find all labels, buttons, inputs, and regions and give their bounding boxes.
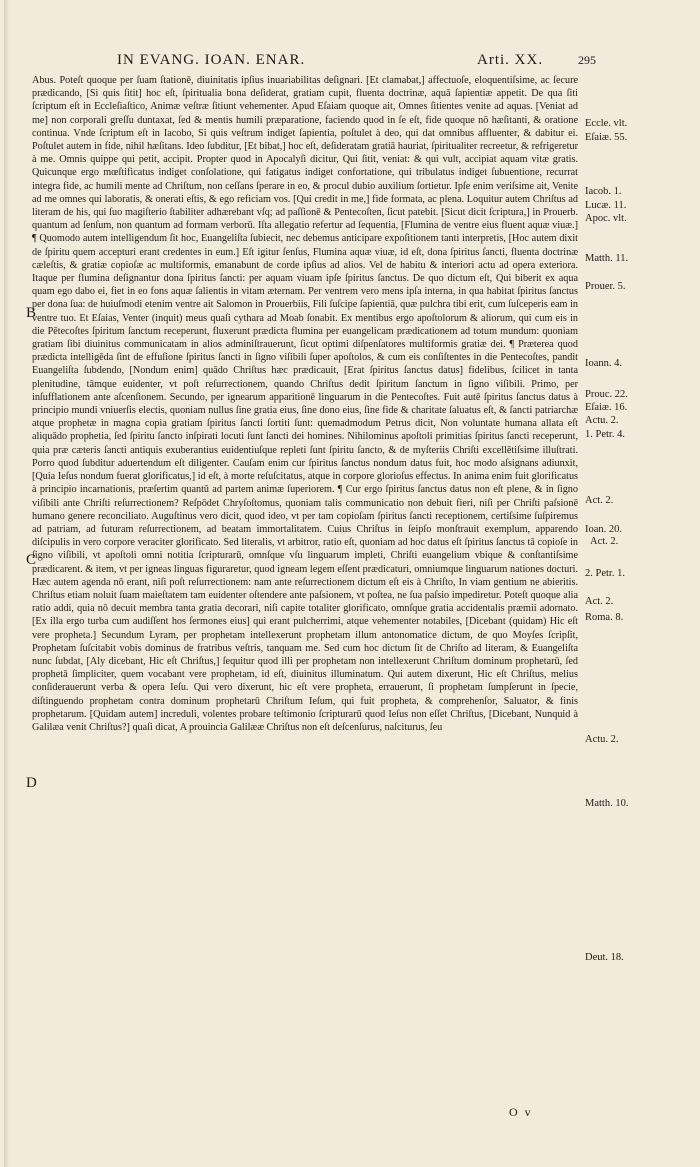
page-number: 295 bbox=[578, 53, 596, 67]
margin-ref: Ioan. 20. bbox=[585, 524, 623, 535]
section-letter-d: D bbox=[26, 775, 37, 791]
body-paragraph: Abus. Poteſt quoque per ſuam ſtationē, diuinitatis ipſius inuariabilitas deſignari. [Et clamabat,] affectuoſe, eloquentiſsime, ac ſecure prædicando, [Si quis ſitit] hoc eſt, ſpiritualia bona deſiderat, gratiam cupit, fluenta doctrinæ, aquā ſapientiæ appetit. De qua ſiti ſcriptum eſt in Eccleſiaſtico, Animæ veſtræ ſitiunt vehementer. Apud Eſaiam quoque ait, Omnes ſitientes venite ad aquas. [Veniat ad me] non corporali greſſu duntaxat, ſed & mentis humili præparatione, faciendo quod in ſe eſt, fide quoque nō hæſitanti, & oratione continua. Vnde ſcriptum eſt in Iacobo, Si quis veſtrum indiget ſapientia, poſtulet à deo, qui dat omnibus affluenter, & dabitur ei. Poſtulet autem in fide, nihil hæſitans. Ideo ſubditur, [Et bibat,] hoc eſt, deſideratam gratiā hauriat, ſpiritualiter recreetur, & refrigeretur à me. Omnis quippe qui petit, accipit. Propter quod in Apocalyſi dicitur, Qui ſitit, veniat: & qui vult, accipiat aquam vitæ gratis. Quicunque ergo mœſtificatus indiget conſolatione, qui fatigatus indiget confortatione, qui tribulatus indiget ſubuentione, recurrat integra fide, ac humili mente ad Chriſtum, non ceſſans ſperare in eo, & procul dubio auxilium ſortietur. Ipſe enim veriſsime ait, Venite ad me omnes qui laboratis, & onerati eſtis, & ego reficiam vos. [Qui credit in me,] fide formata, ac plena. Loquitur autem Chriſtus ad literam de his, qui ſuo magiſterio ſtabiliter adhærebant vſq; ad paſſionē & Pentecoſten, ſicut patebit. [Sicut dicit ſcriptura,] in Prouerb. quantum ad ſenſum, non quantum ad formam verborū. Iſta allegatio refertur ad ſequentia, [Flumina de ventre eius fluent aquæ viuæ.] ¶ Quomodo autem intelligendum ſit hoc, Euangeliſta ſubiecit, nec debemus anticipare expoſitionem tanti interpretis, [Hoc autem dixit de ſpiritu quem accepturi erant credentes in eum.] Eſt igitur ſenſus, Flumina aquæ viuæ, id eſt, dona ſpiritus ſancti, fluenta doctrinæ cæleſtis, & gratiæ copioſæ ac multiformis, emanabunt de corde ipſius ad alios. Vel de habitu & interiori actu ad opera exteriora. Itaque per flumina deſignantur dona ſpiritus ſancti: per aquam viuam ipſe ſpiritus ſanctus. De quo dictum eſt, Qui biberit ex aqua quam ego dabo ei, fiet in eo fons aquæ ſalientis in vitam æternam. Per ventrem vero mens ipſa interna, in qua habitat ſpiritus ſanctus per dona ſua: de huiuſmodi etenim ventre ait Salomon in Prouerbiis, Fili ſuſcipe ſapientiā, quæ pulchra tibi erit, cum ſuſceperis eam in ventre tuo. Et Eſaias, Venter (inquit) meus quaſi cythara ad Moab ſonabit. Ex mentibus ergo apoſtolorum & aliorum, qui cum eis in die Pētecoſtes ſpiritum ſanctum receperunt, fluxerunt prædicta flumina per euangelicam prædicationem ad totum mundum: quoniam gratiam ſibi diuinitus communicatam in alios adminiſtrauerunt, ſicut optimi diſpenſatores multiformis gratiæ dei. ¶ Præterea quod prædicta intelligēda ſint de effuſione ſpiritus ſancti in ſigno viſibili ſuper apoſtolos, & cum eis conſiſtentes in die Pentecoſtes, pandit Euangeliſta ſubdendo, [Nondum enim] quādo Chriſtus hæc prædicauit, [Erat ſpiritus ſanctus datus] fidelibus, ſcilicet in tanta plenitudine, tāmque euidenter, vt poſt reſurrectionem, quando Chriſtus dedit ſpiritum ſanctum in ſigno viſibili. Primo, per inſufflationem ante aſcenſionem. Secundo, per ignearum apparitionē linguarum in die Pentecoſtes. Fuit autē ſpiritus ſanctus datus à principio mundi vniuerſis electis, quoniam nullus ſine gratia eius, ſine dono eius, ſine fide & charitate ſaluatus eſt, & ſancti patriarchæ atque prophetæ in magna copia gratiam ſpiritus ſancti ſortiti ſunt: quemadmodum Petrus dicit, Non voluntate humana allata eſt aliquādo prophetia, ſed ſpiritu ſancto inſpirati locuti ſunt ſancti dei homines. Nihilominus apoſtoli primitias ſpiritus ſancti receperunt, quia præ cæteris ſancti antiquis exuberantius euidentiuſque repleti ſunt ſpiritu ſancto, & de myſteriis Chriſti excellētiſsime illuſtrati. Porro quod ſubditur aduertendum eſt diligenter. Cauſam enim cur ſpiritus ſanctus nondum datus fuit, hoc modo aſsignans adiunxit, [Quia Ieſus nondum fuerat glorificatus,] id eſt, à morte reſuſcitatus, atque in corpore glorioſus effectus. In anima enim fuit glorificatus à principio incarnationis, præſertim quantū ad partem animæ ſuperiorem. ¶ Cur ergo ſpiritus ſanctus datus non eſt plene, & in ſigno viſibili ante Chriſti reſurrectionem? Reſpōdet Chryſoſtomus, quoniam talis communicatio non debuit fieri, niſi per Chriſti paſsionē humano genere reconciliato. Auguſtinus vero dicit, quod ideo, vt per tam copioſam ſpiritus ſancti receptionem, certiſsime ſuſpiremus ad patriam, ad futuram reſurrectionem, ad beatam immortalitatem. Cuius Chriſtus in ſeipſo monſtrauit exemplum, apparendo diſcipulis in vero corpore veraciter glorificato. Sed literalis, vt arbitror, ratio eſt, quoniam ad hoc datus eſt ſpiritus ſanctus tā copioſe in ſigno viſibili, vt apoſtoli omni notitia ſcripturarū, omnſque vſu linguarum impleti, Chriſti euangelium vbique & conſtantiſsime prædicarent. & item, vt per igneas linguas figuraretur, quod igneam legem eſſent prædicaturi, omniumque linguarum nationes docturi. Hæc autem agenda nō erant, niſi poſt reſurrectionem: nam ante reſurrectionem dictum eſt eis à Chriſto, In viam gentium ne abieritis. Chriſtus etiam noluit ſuam maieſtatem tam euidenter oſtendere ante paſsionem, vt poſtea, ne ſua paſsio impediretur. Poteſt quoque alia ratio addi, quia nō decuit membra tanta gratia decorari, niſi capite totaliter glorificato, omnſque gratia accidentalis præmii adornato. [Ex illa ergo turba cum audiſſent hos ſermones eius] qui erant pulcherrimi, atque vehementer notabiles, [Dicebant (quidam) Hic eſt vere propheta.] Secundum Lyram, per prophetam intellexerunt prophetam illum antonomatice dictum, de quo Moyſes ſcripſit, Prophetam ſuſcitabit vobis dominus de fratribus veſtris, tanquam me. Sed cum hoc dictum ſit de Chriſto ad literam, & Euangeliſta nunc ſubdat, [Aly dicebant, Hic eſt Chriſtus,] ſequitur quod illi per prophetam non intellexerunt Chriſtum dominum prophetarū, ſed prophetā ſimpliciter, quem vocabant vere prophetam, id eſt, diuinitus illuminatum. Qui autem dixerunt, Hic eſt Chriſtus, melius conſiderauerunt verba & opera Ieſu. Qui vero dixerunt, hic eſt vere propheta, errauerunt, ſi prophetam ſumpſerunt in ſpecie, diſtinguendo prophetam contra dominum prophetarū Chriſtum Ieſum, qui fuit propheta, & comprehenſor, Saluator, & finis prophetarum. [Quidam autem] increduli, volentes probare teſtimonio ſcripturarū quod Ieſus non eſſet Chriſtus, [Dicebant, Nunquid à Galilæa venit Chriſtus?] quaſi dicat, A prouincia Galilææ Chriſtus non eſt deſcenſurus, naſciturus, ſeu bbox=[32, 75, 578, 733]
running-header bbox=[0, 52, 700, 74]
page-gutter-shadow bbox=[4, 0, 9, 1167]
margin-ref: Deut. 18. bbox=[585, 952, 624, 963]
margin-ref: Act. 2. bbox=[585, 495, 614, 506]
margin-ref: Iacob. 1. bbox=[585, 186, 622, 197]
margin-ref: Ioann. 4. bbox=[585, 358, 623, 369]
margin-ref: Eccle. vlt. bbox=[585, 118, 628, 129]
margin-ref: Lucæ. 11. bbox=[585, 200, 627, 211]
commentary-text bbox=[32, 74, 578, 734]
margin-ref: Act. 2. bbox=[585, 596, 614, 607]
margin-ref: Actu. 2. bbox=[585, 415, 619, 426]
margin-ref: Apoc. vlt. bbox=[585, 213, 627, 224]
margin-ref: Act. 2. bbox=[590, 536, 619, 547]
margin-ref: Eſaiæ. 16. bbox=[585, 402, 628, 413]
signature-mark: O v bbox=[509, 1105, 533, 1119]
margin-ref: 1. Petr. 4. bbox=[585, 429, 625, 440]
margin-ref: Matth. 11. bbox=[585, 253, 629, 264]
margin-ref: Matth. 10. bbox=[585, 798, 629, 809]
margin-ref: 2. Petr. 1. bbox=[585, 568, 625, 579]
chapter-label: Arti. XX. bbox=[477, 52, 544, 68]
margin-ref: Eſaiæ. 55. bbox=[585, 132, 628, 143]
margin-ref: Roma. 8. bbox=[585, 612, 624, 623]
section-letter-c: C bbox=[26, 552, 37, 568]
section-letter-b: B bbox=[26, 305, 37, 321]
margin-ref: Actu. 2. bbox=[585, 734, 619, 745]
running-title: IN EVANG. IOAN. ENAR. bbox=[117, 52, 306, 68]
margin-ref: Prouc. 22. bbox=[585, 389, 628, 400]
margin-ref: Prouer. 5. bbox=[585, 281, 626, 292]
